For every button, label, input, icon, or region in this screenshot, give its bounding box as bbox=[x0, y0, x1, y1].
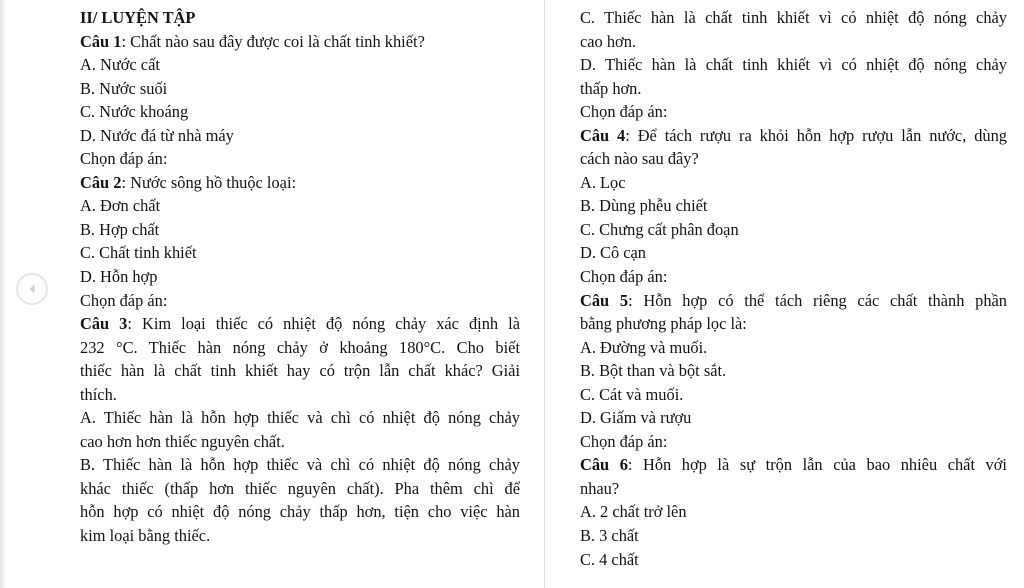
question-text: : Chất nào sau đây được coi là chất tinh khiết? bbox=[121, 31, 425, 51]
option: C. Chất tinh khiết bbox=[80, 243, 197, 263]
answer-prompt: Chọn đáp án: bbox=[80, 290, 168, 310]
question-5 bbox=[580, 289, 1007, 313]
option-continued: hỗn hợp có nhiệt độ nóng chảy thấp hơn, tiện cho việc hàn bbox=[80, 502, 520, 522]
answer-prompt: Chọn đáp án: bbox=[580, 431, 668, 451]
question-text: : Kim loại thiếc có nhiệt độ nóng chảy xác định là bbox=[127, 314, 520, 334]
option: B. Bột than và bột sắt. bbox=[580, 361, 727, 381]
option: C. Nước khoáng bbox=[80, 102, 189, 122]
question-4 bbox=[580, 124, 1007, 148]
option: C. Thiếc hàn là chất tinh khiết vì có nhiệt độ nóng chảy bbox=[580, 8, 1007, 27]
answer-prompt: Chọn đáp án: bbox=[580, 267, 668, 287]
option: C. Cát và muối. bbox=[580, 384, 684, 404]
option: D. Giấm và rượu bbox=[580, 408, 692, 428]
option: D. Thiếc hàn là chất tinh khiết vì có nhiệt độ nóng chảy bbox=[580, 55, 1007, 75]
option: C. Chưng cất phân đoạn bbox=[580, 219, 739, 239]
page-edge-shadow bbox=[0, 0, 6, 588]
question-label: Câu 1 bbox=[80, 31, 122, 51]
option-continued: cao hơn. bbox=[580, 31, 636, 51]
question-label: Câu 5 bbox=[580, 290, 629, 310]
option: A. Nước cất bbox=[80, 55, 160, 75]
question-text-line: bằng phương pháp lọc là: bbox=[580, 314, 747, 334]
question-label: Câu 3 bbox=[80, 314, 128, 334]
question-text: : Nước sông hồ thuộc loại: bbox=[121, 172, 297, 192]
question-label: Câu 4 bbox=[580, 125, 626, 145]
option: D. Cô cạn bbox=[580, 243, 647, 263]
option: A. Thiếc hàn là hỗn hợp thiếc và chì có nhiệt độ nóng chảy bbox=[80, 408, 520, 428]
question-label: Câu 2 bbox=[80, 172, 122, 192]
option: D. Hỗn hợp bbox=[80, 267, 158, 287]
option: A. Đường và muối. bbox=[580, 337, 708, 357]
right-column bbox=[580, 6, 1007, 571]
option-continued: cao hơn hơn thiếc nguyên chất. bbox=[80, 431, 285, 451]
option: A. Lọc bbox=[580, 172, 626, 192]
question-text-line: cách nào sau đây? bbox=[580, 149, 699, 169]
left-column bbox=[80, 6, 520, 548]
option: D. Nước đá từ nhà máy bbox=[80, 125, 234, 145]
question-text-line: thích. bbox=[80, 384, 117, 404]
answer-prompt: Chọn đáp án: bbox=[80, 149, 168, 169]
option: A. 2 chất trở lên bbox=[580, 502, 687, 522]
question-text-line: 232 °C. Thiếc hàn nóng chảy ở khoảng 180°C. Cho biết bbox=[80, 337, 520, 357]
answer-prompt: Chọn đáp án: bbox=[580, 102, 668, 122]
option: B. Dùng phễu chiết bbox=[580, 196, 708, 216]
option-continued: khác thiếc (thấp hơn thiếc nguyên chất). Pha thêm chì để bbox=[80, 478, 520, 498]
question-6 bbox=[580, 453, 1007, 477]
previous-page-button[interactable] bbox=[16, 273, 48, 305]
option: A. Đơn chất bbox=[80, 196, 161, 216]
column-divider bbox=[544, 0, 545, 588]
question-label: Câu 6 bbox=[580, 455, 628, 475]
option: B. Thiếc hàn là hỗn hợp thiếc và chì có nhiệt độ nóng chảy bbox=[80, 455, 520, 475]
question-text: : Hỗn hợp có thể tách riêng các chất thành phần bbox=[628, 290, 1007, 310]
question-text-line: thiếc hàn là chất tinh khiết hay có trộn lẫn chất khác? Giải bbox=[80, 361, 520, 381]
question-text: : Để tách rượu ra khỏi hỗn hợp rượu lẫn nước, dùng bbox=[625, 125, 1007, 145]
question-2 bbox=[80, 171, 520, 195]
section-heading: II/ LUYỆN TẬP bbox=[80, 8, 196, 27]
question-text-line: nhau? bbox=[580, 478, 620, 498]
option: B. Nước suối bbox=[80, 78, 168, 98]
question-1 bbox=[80, 30, 520, 54]
question-3 bbox=[80, 312, 520, 336]
option: C. 4 chất bbox=[580, 549, 639, 569]
option-continued: thấp hơn. bbox=[580, 78, 642, 98]
question-text: : Hỗn hợp là sự trộn lẫn của bao nhiêu chất với bbox=[627, 455, 1007, 475]
chevron-left-icon bbox=[25, 282, 39, 296]
option-continued: kim loại bằng thiếc. bbox=[80, 526, 211, 546]
option: B. 3 chất bbox=[580, 526, 639, 546]
option: B. Hợp chất bbox=[80, 219, 160, 239]
